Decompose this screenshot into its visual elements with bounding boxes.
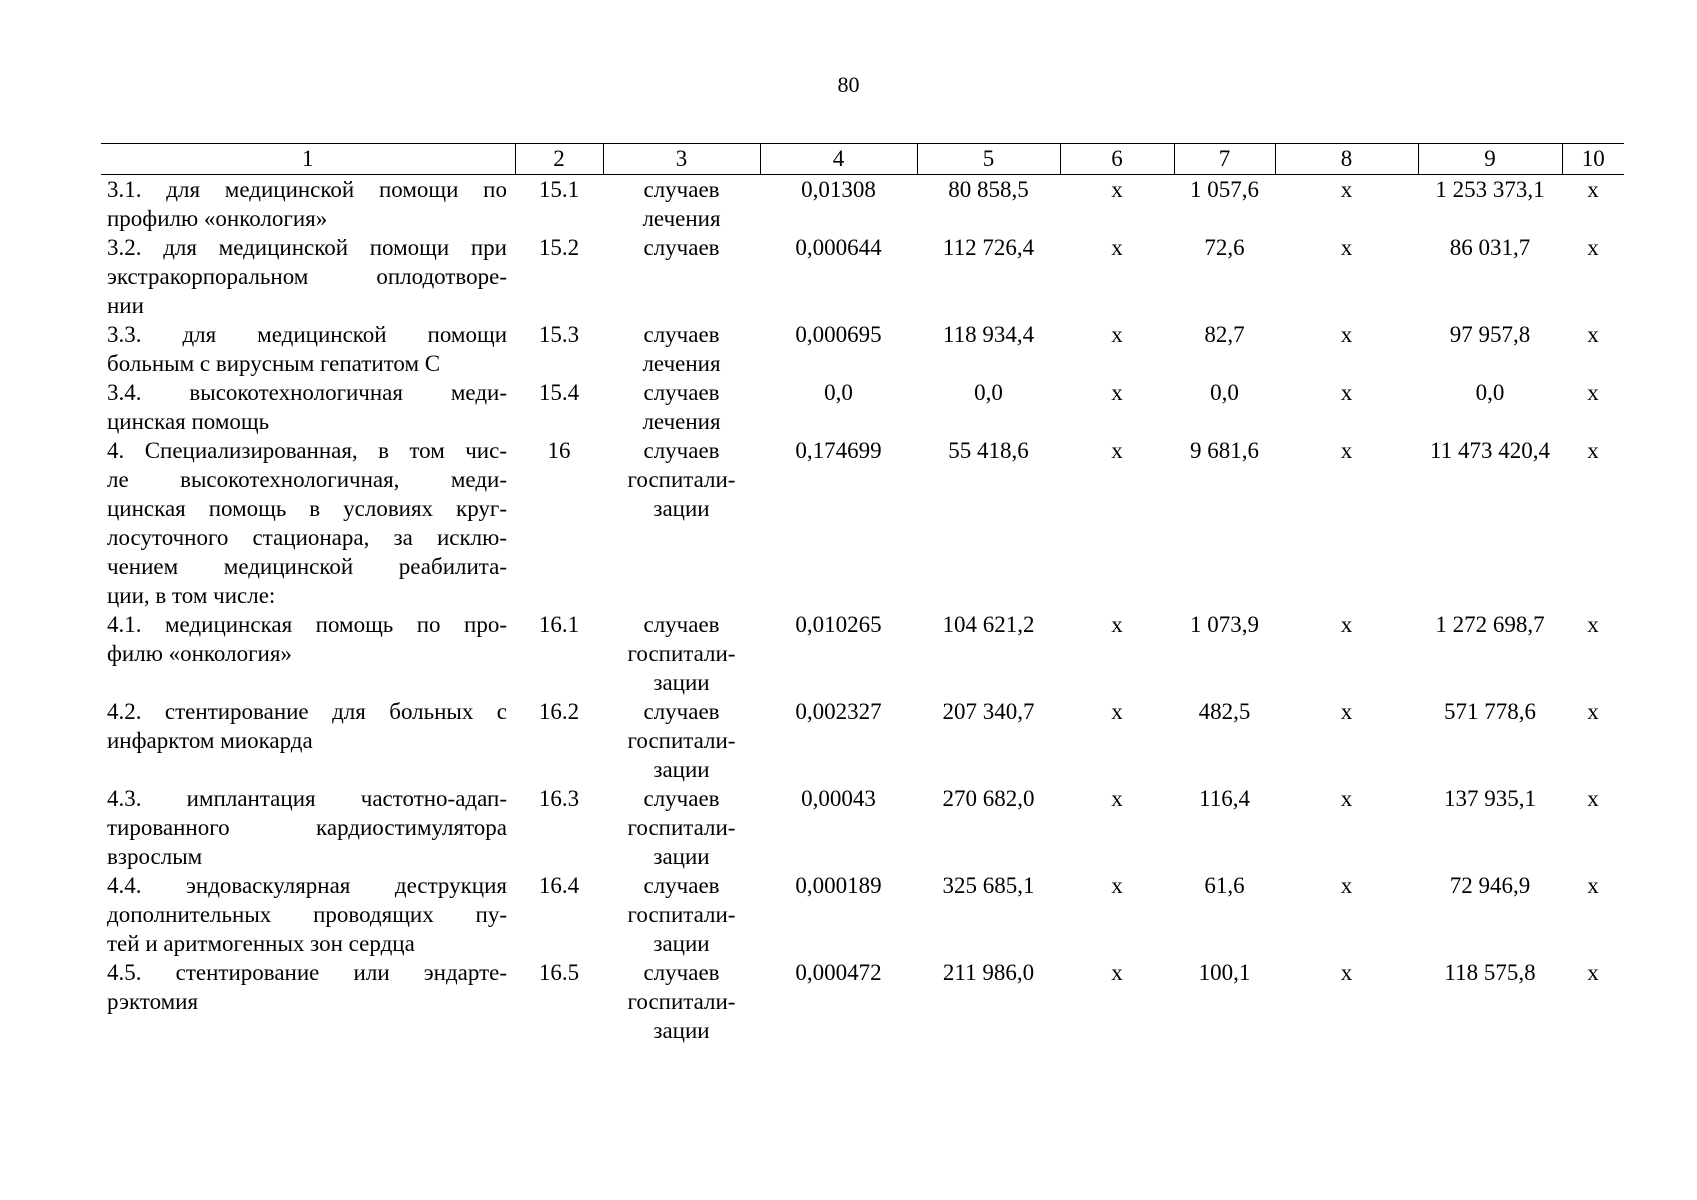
row-code: 16.4 xyxy=(538,873,580,898)
row-unit xyxy=(603,871,760,958)
column-header-3: 3 xyxy=(603,144,760,175)
row-col-10: х xyxy=(1587,438,1599,463)
row-unit xyxy=(603,233,760,320)
row-col-6: х xyxy=(1111,380,1123,405)
table-row xyxy=(101,436,1624,610)
row-code: 16.2 xyxy=(538,699,580,724)
row-col-5: 270 682,0 xyxy=(942,786,1035,811)
row-code: 16.5 xyxy=(538,960,580,985)
row-unit-line: случаев xyxy=(643,177,720,202)
row-code: 16 xyxy=(547,438,571,463)
row-col-8: х xyxy=(1340,699,1353,724)
row-name xyxy=(101,378,515,436)
header-row xyxy=(101,144,1624,175)
row-name-line: инфарктом миокарда xyxy=(107,728,313,753)
row-name-line: 4.4. эндоваскулярная деструкция xyxy=(107,873,507,898)
column-header-1: 1 xyxy=(101,144,515,175)
row-name-line: 4.2. стентирование для больных с xyxy=(107,699,507,724)
row-col-6: х xyxy=(1111,873,1123,898)
row-name-line: чением медицинской реабилита- xyxy=(107,554,507,579)
row-unit-line: случаев xyxy=(643,873,720,898)
row-col-6: х xyxy=(1111,786,1123,811)
row-unit-line: лечения xyxy=(642,351,721,376)
row-code: 16.1 xyxy=(538,612,580,637)
row-unit-line: случаев xyxy=(643,235,720,260)
row-name-line: ле высокотехнологичная, меди- xyxy=(107,467,507,492)
table-row xyxy=(101,697,1624,784)
row-unit-line: госпитали- xyxy=(627,989,736,1014)
row-name-line: 3.4. высокотехнологичная меди- xyxy=(107,380,507,405)
row-col-7: 482,5 xyxy=(1198,699,1251,724)
row-name-line: 4.3. имплантация частотно-адап- xyxy=(107,786,507,811)
row-col-4: 0,01308 xyxy=(801,177,876,202)
row-col-6: х xyxy=(1111,177,1123,202)
row-name-line: 3.2. для медицинской помощи при xyxy=(107,235,507,260)
row-col-10: х xyxy=(1587,177,1599,202)
row-code: 15.1 xyxy=(538,177,580,202)
row-col-8: х xyxy=(1340,235,1353,260)
row-name-line: больным с вирусным гепатитом С xyxy=(107,351,441,376)
row-name-line: взрослым xyxy=(107,844,203,869)
row-unit xyxy=(603,436,760,610)
row-col-4: 0,002327 xyxy=(795,699,882,724)
row-col-8: х xyxy=(1340,177,1353,202)
row-col-8: х xyxy=(1340,438,1353,463)
table-row xyxy=(101,871,1624,958)
row-col-9: 137 935,1 xyxy=(1444,786,1536,811)
row-name xyxy=(101,784,515,871)
row-col-4: 0,00043 xyxy=(801,786,876,811)
row-unit-line: госпитали- xyxy=(627,641,736,666)
row-unit-line: зации xyxy=(653,931,710,956)
row-unit-line: госпитали- xyxy=(627,815,736,840)
row-unit-line: госпитали- xyxy=(627,728,736,753)
row-col-7: 116,4 xyxy=(1199,786,1250,811)
row-name xyxy=(101,958,515,1045)
row-col-9: 72 946,9 xyxy=(1449,873,1531,898)
row-unit-line: госпитали- xyxy=(627,467,736,492)
column-header-2: 2 xyxy=(515,144,603,175)
row-name xyxy=(101,871,515,958)
row-unit-line: лечения xyxy=(642,206,721,231)
row-col-4: 0,000644 xyxy=(795,235,882,260)
row-col-5: 112 726,4 xyxy=(942,235,1035,260)
row-name-line: профилю «онкология» xyxy=(107,206,328,231)
row-col-5: 80 858,5 xyxy=(948,177,1029,202)
row-col-7: 1 057,6 xyxy=(1190,177,1259,202)
row-col-7: 82,7 xyxy=(1204,322,1245,347)
row-unit xyxy=(603,320,760,378)
table-row xyxy=(101,175,1624,234)
row-col-6: х xyxy=(1111,322,1123,347)
row-col-5: 207 340,7 xyxy=(942,699,1035,724)
row-unit-line: случаев xyxy=(643,960,720,985)
row-col-4: 0,000472 xyxy=(795,960,882,985)
row-name-line: филю «онкология» xyxy=(107,641,292,666)
row-col-8: х xyxy=(1340,786,1353,811)
row-col-7: 100,1 xyxy=(1198,960,1251,985)
row-unit xyxy=(603,378,760,436)
table-row xyxy=(101,378,1624,436)
row-name-line: 3.1. для медицинской помощи по xyxy=(107,177,507,202)
row-unit-line: зации xyxy=(653,844,710,869)
row-unit-line: случаев xyxy=(643,380,720,405)
row-name-line: ции, в том числе: xyxy=(107,583,276,608)
row-unit xyxy=(603,697,760,784)
row-col-4: 0,000695 xyxy=(795,322,882,347)
row-name-line: 4. Специализированная, в том чис- xyxy=(107,438,507,463)
row-col-5: 325 685,1 xyxy=(942,873,1035,898)
page-number: 80 xyxy=(837,72,860,97)
row-name xyxy=(101,697,515,784)
table-row xyxy=(101,233,1624,320)
row-col-5: 104 621,2 xyxy=(942,612,1035,637)
row-unit xyxy=(603,958,760,1045)
row-unit-line: лечения xyxy=(642,409,721,434)
row-col-7: 61,6 xyxy=(1204,873,1245,898)
row-unit-line: случаев xyxy=(643,322,720,347)
row-col-6: х xyxy=(1111,235,1123,260)
row-col-4: 0,010265 xyxy=(795,612,882,637)
row-col-9: 571 778,6 xyxy=(1444,699,1536,724)
row-col-9: 1 272 698,7 xyxy=(1435,612,1545,637)
row-name-line: тированного кардиостимулятора xyxy=(107,815,507,840)
column-header-6: 6 xyxy=(1060,144,1174,175)
row-col-9: 1 253 373,1 xyxy=(1435,177,1545,202)
row-col-7: 0,0 xyxy=(1210,380,1239,405)
row-name-line: 3.3. для медицинской помощи xyxy=(107,322,507,347)
table-row xyxy=(101,320,1624,378)
row-col-6: х xyxy=(1111,612,1123,637)
row-col-4: 0,000189 xyxy=(795,873,882,898)
table-row xyxy=(101,958,1624,1045)
row-name xyxy=(101,175,515,234)
column-header-4: 4 xyxy=(760,144,917,175)
row-unit xyxy=(603,784,760,871)
row-code: 15.2 xyxy=(538,235,580,260)
row-code: 15.4 xyxy=(538,380,580,405)
row-col-7: 1 073,9 xyxy=(1190,612,1259,637)
row-col-4: 0,174699 xyxy=(795,438,882,463)
row-name xyxy=(101,436,515,610)
column-header-7: 7 xyxy=(1174,144,1275,175)
row-name-line: 4.5. стентирование или эндарте- xyxy=(107,960,507,985)
row-code: 16.3 xyxy=(538,786,580,811)
row-name xyxy=(101,320,515,378)
row-col-8: х xyxy=(1340,322,1353,347)
row-col-6: х xyxy=(1111,960,1123,985)
row-col-5: 0,0 xyxy=(974,380,1003,405)
row-col-8: х xyxy=(1340,873,1353,898)
row-col-9: 11 473 420,4 xyxy=(1430,438,1550,463)
row-unit xyxy=(603,175,760,234)
row-col-5: 211 986,0 xyxy=(942,960,1035,985)
row-name xyxy=(101,233,515,320)
row-unit-line: зации xyxy=(653,1018,710,1043)
data-table xyxy=(101,143,1624,1045)
row-col-8: х xyxy=(1340,960,1353,985)
column-header-10: 10 xyxy=(1562,144,1624,175)
row-col-4: 0,0 xyxy=(824,380,853,405)
row-name-line: экстракорпоральном оплодотворе- xyxy=(107,264,507,289)
row-unit xyxy=(603,610,760,697)
row-col-10: х xyxy=(1587,380,1599,405)
column-header-9: 9 xyxy=(1418,144,1562,175)
row-col-6: х xyxy=(1111,438,1123,463)
row-col-9: 0,0 xyxy=(1475,380,1505,405)
row-col-9: 118 575,8 xyxy=(1444,960,1536,985)
column-header-5: 5 xyxy=(917,144,1060,175)
row-col-5: 55 418,6 xyxy=(948,438,1029,463)
row-col-8: х xyxy=(1340,612,1353,637)
row-col-9: 97 957,8 xyxy=(1449,322,1531,347)
row-unit-line: случаев xyxy=(643,786,720,811)
row-unit-line: случаев xyxy=(643,612,720,637)
row-name-line: цинская помощь в условиях круг- xyxy=(107,496,507,521)
row-code: 15.3 xyxy=(538,322,580,347)
row-col-10: х xyxy=(1587,699,1599,724)
row-name-line: лосуточного стационара, за исклю- xyxy=(107,525,507,550)
table-row xyxy=(101,784,1624,871)
row-name-line: рэктомия xyxy=(107,989,199,1014)
column-header-8: 8 xyxy=(1275,144,1418,175)
row-name xyxy=(101,610,515,697)
row-col-10: х xyxy=(1587,873,1599,898)
table-row xyxy=(101,610,1624,697)
row-name-line: цинская помощь xyxy=(107,409,270,434)
row-unit-line: зации xyxy=(653,496,710,521)
row-col-10: х xyxy=(1587,786,1599,811)
row-col-8: х xyxy=(1340,380,1353,405)
row-unit-line: госпитали- xyxy=(627,902,736,927)
row-col-10: х xyxy=(1587,612,1599,637)
row-name-line: 4.1. медицинская помощь по про- xyxy=(107,612,507,637)
row-col-10: х xyxy=(1587,322,1599,347)
table-body xyxy=(101,175,1624,1046)
row-unit-line: зации xyxy=(653,757,710,782)
row-col-7: 72,6 xyxy=(1204,235,1245,260)
row-col-10: х xyxy=(1587,235,1599,260)
row-col-10: х xyxy=(1587,960,1599,985)
row-name-line: нии xyxy=(107,293,144,318)
row-unit-line: случаев xyxy=(643,699,720,724)
row-col-7: 9 681,6 xyxy=(1190,438,1259,463)
row-col-5: 118 934,4 xyxy=(942,322,1035,347)
row-name-line: дополнительных проводящих пу- xyxy=(107,902,507,927)
row-unit-line: зации xyxy=(653,670,710,695)
row-name-line: тей и аритмогенных зон сердца xyxy=(107,931,415,956)
row-unit-line: случаев xyxy=(643,438,720,463)
row-col-6: х xyxy=(1111,699,1123,724)
row-col-9: 86 031,7 xyxy=(1449,235,1531,260)
